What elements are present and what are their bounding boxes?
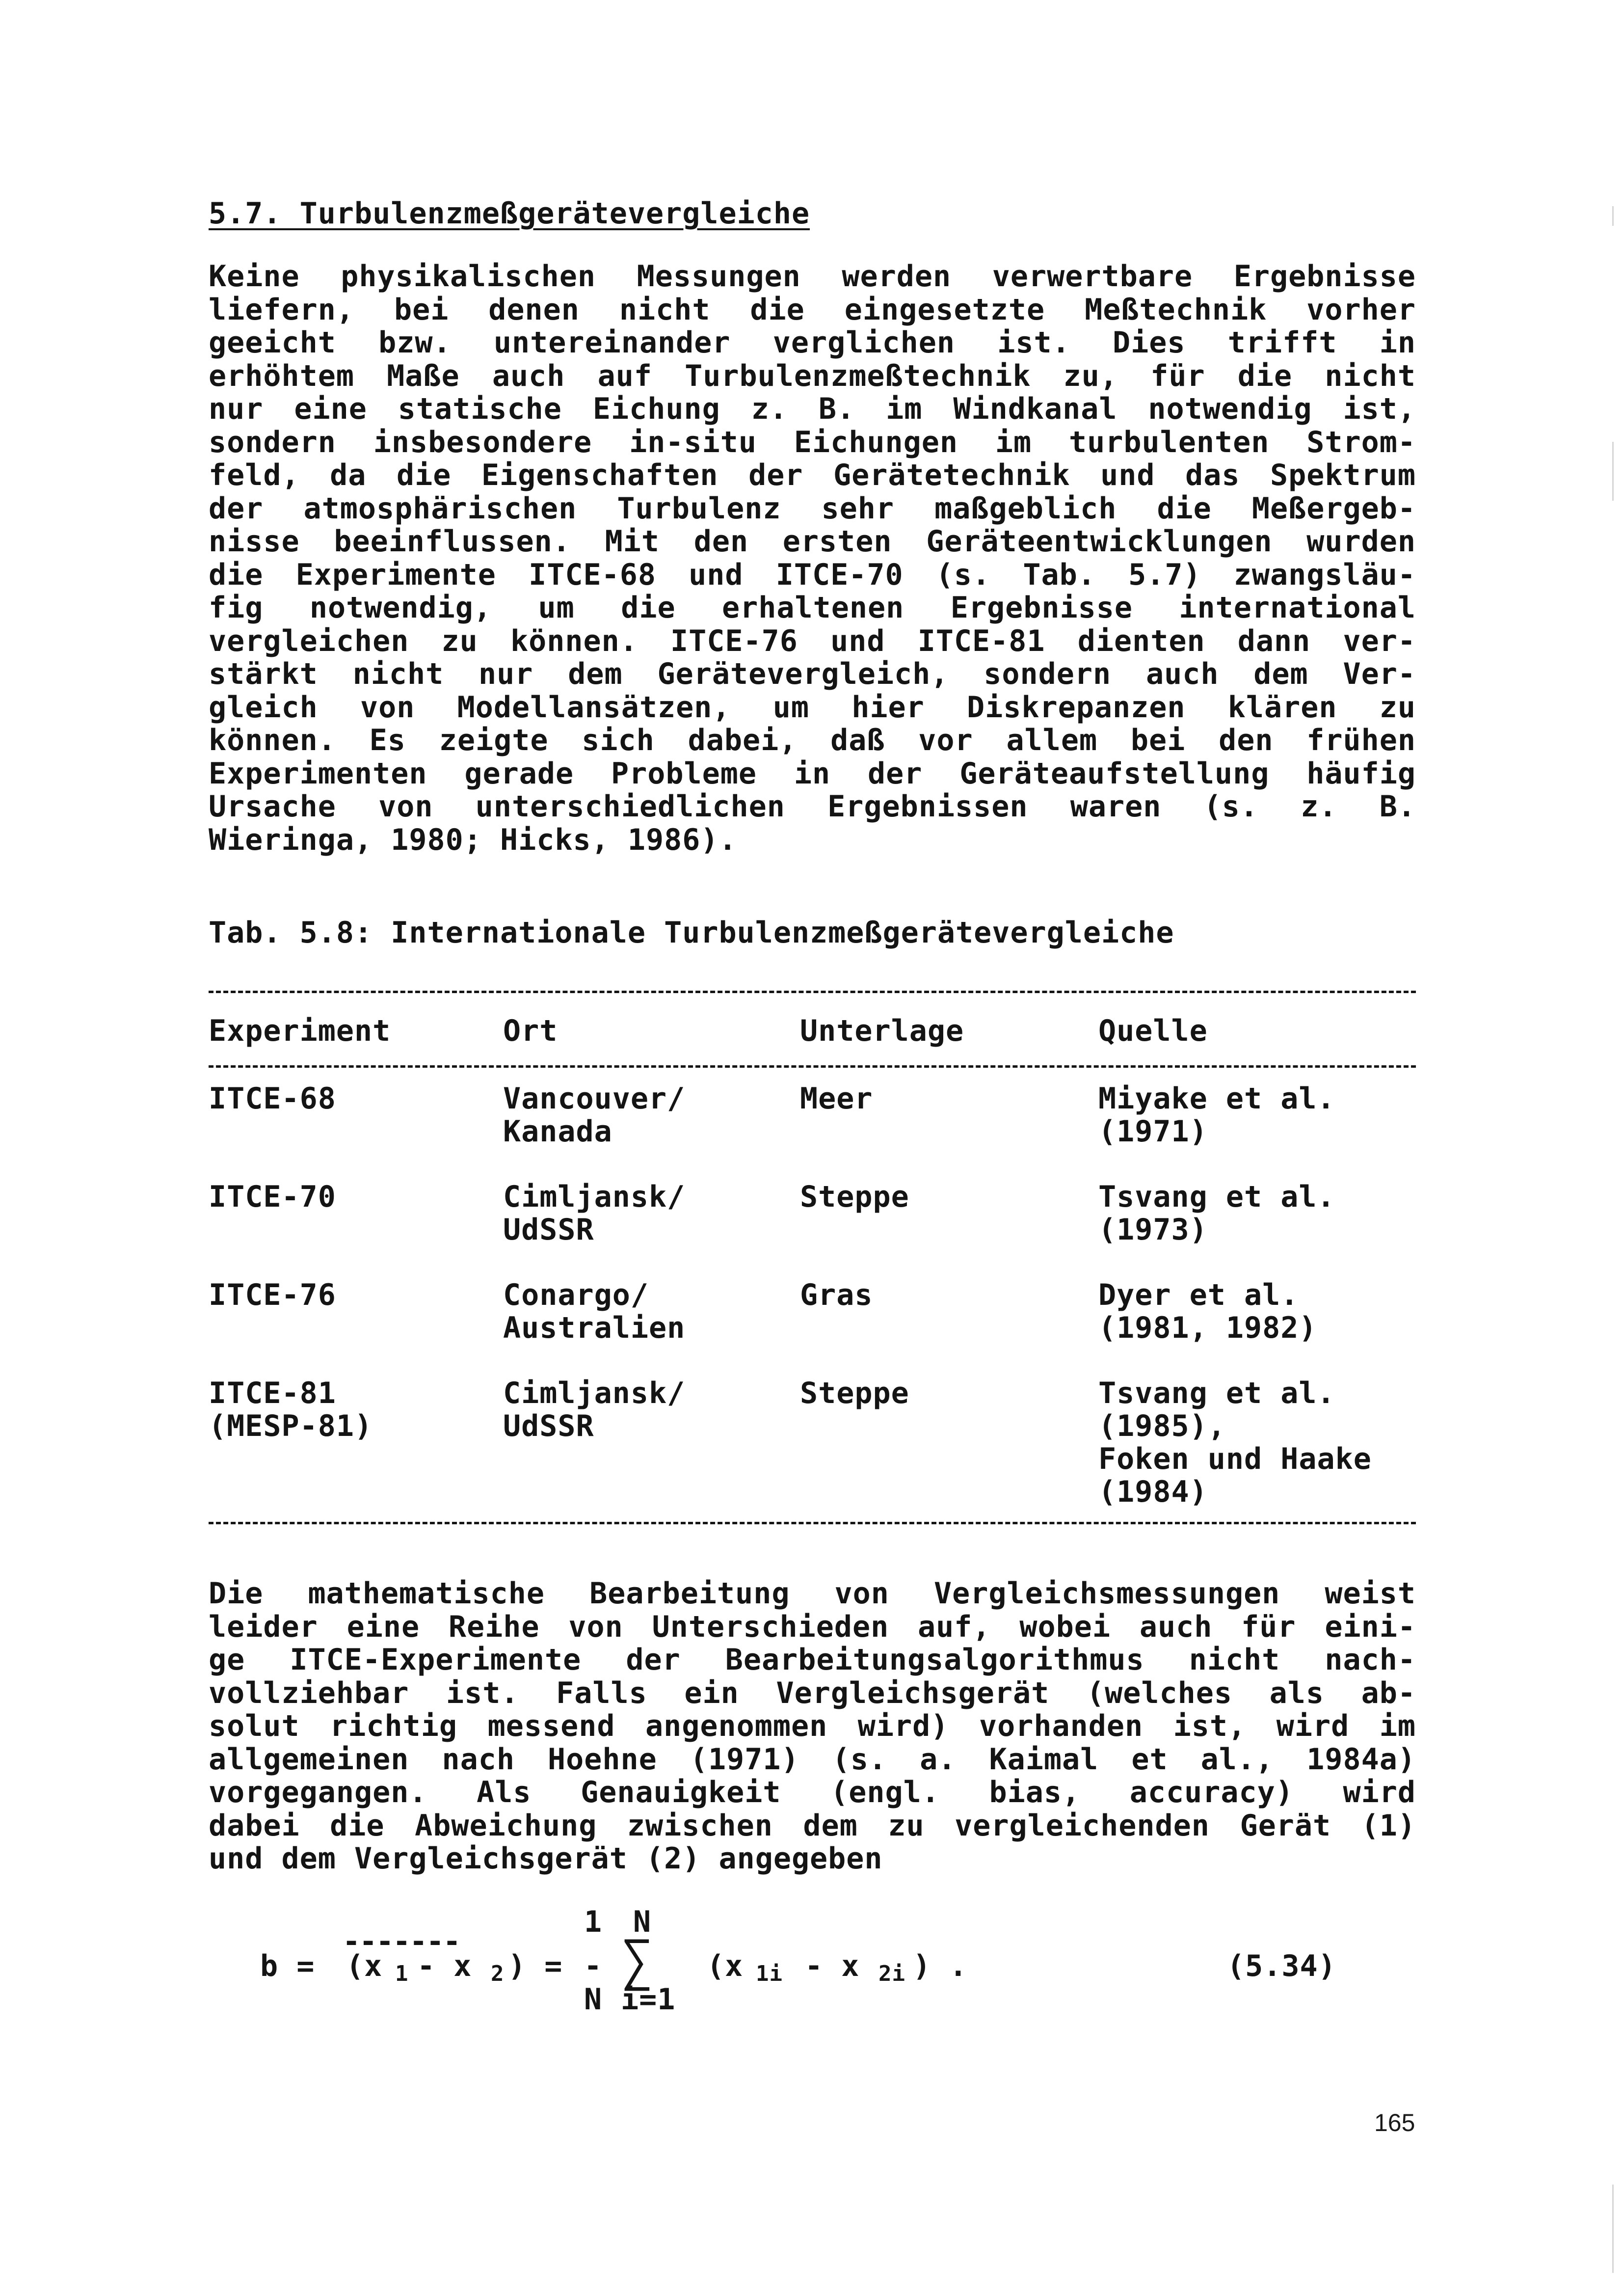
table-cell-experiment: ITCE-70 bbox=[209, 1180, 336, 1214]
table-cell-quelle: (1973) bbox=[1098, 1213, 1208, 1247]
scan-edge-mark bbox=[1612, 2185, 1614, 2273]
formula-term-sub2: 2i bbox=[878, 1961, 905, 1986]
paragraph-line: der atmosphärischen Turbulenz sehr maßgeblich die Meßergeb- bbox=[209, 491, 1416, 526]
formula-sum-upper: N bbox=[633, 1905, 652, 1939]
paragraph-line: erhöhtem Maße auch auf Turbulenzmeßtechnik zu, für die nicht bbox=[209, 358, 1416, 393]
paragraph-line: gleich von Modellansätzen, um hier Diskrepanzen klären zu bbox=[209, 690, 1416, 725]
formula-fraction-denominator: N bbox=[584, 1982, 603, 2017]
table-caption: Tab. 5.8: Internationale Turbulenzmeßgerätevergleiche bbox=[209, 916, 1174, 950]
table-cell-ort: Cimljansk/ bbox=[503, 1376, 686, 1410]
table-cell-ort: Australien bbox=[503, 1311, 686, 1345]
paragraph-line: allgemeinen nach Hoehne (1971) (s. a. Kaimal et al., 1984a) bbox=[209, 1742, 1416, 1777]
formula-term-minus: - x bbox=[805, 1949, 860, 1983]
paragraph-line: nisse beeinflussen. Mit den ersten Geräteentwicklungen wurden bbox=[209, 524, 1416, 559]
formula-sub1: 1 bbox=[395, 1961, 409, 1986]
formula-term-close: ) . bbox=[913, 1949, 968, 1983]
paragraph-line: feld, da die Eigenschaften der Gerätetechnik und das Spektrum bbox=[209, 458, 1416, 492]
page-number: 165 bbox=[1374, 2109, 1415, 2136]
table-header-quelle: Quelle bbox=[1098, 1014, 1208, 1048]
paragraph-line: Keine physikalischen Messungen werden verwertbare Ergebnisse bbox=[209, 259, 1416, 294]
paragraph-line: ge ITCE-Experimente der Bearbeitungsalgorithmus nicht nach- bbox=[209, 1643, 1416, 1677]
table-rule-top bbox=[209, 991, 1416, 993]
section-heading: 5.7. Turbulenzmeßgerätevergleiche bbox=[209, 196, 810, 231]
formula-sub2: 2 bbox=[491, 1961, 505, 1986]
table-cell-quelle: Foken und Haake bbox=[1098, 1442, 1372, 1476]
table-cell-unterlage: Steppe bbox=[800, 1376, 909, 1410]
formula-sum-lower: i=1 bbox=[621, 1982, 676, 2017]
equation-5-34 bbox=[260, 1905, 1409, 2018]
scan-edge-mark bbox=[1612, 442, 1614, 501]
paragraph-line: solut richtig messend angenommen wird) vorhanden ist, wird im bbox=[209, 1709, 1416, 1743]
table-cell-quelle: Tsvang et al. bbox=[1098, 1180, 1335, 1214]
paragraph-line: Die mathematische Bearbeitung von Vergleichsmessungen weist bbox=[209, 1576, 1416, 1611]
table-cell-ort: Cimljansk/ bbox=[503, 1180, 686, 1214]
formula-sum-symbol: ∑ bbox=[621, 1929, 654, 1992]
paragraph-intro bbox=[209, 260, 1416, 857]
paragraph-line: stärkt nicht nur dem Gerätevergleich, sondern auch dem Ver- bbox=[209, 657, 1416, 691]
paragraph-method bbox=[209, 1577, 1416, 1876]
paragraph-line: vollziehbar ist. Falls ein Vergleichsgerät (welches als ab- bbox=[209, 1675, 1416, 1710]
formula-minus: - x bbox=[417, 1949, 472, 1983]
table-rule-header bbox=[209, 1065, 1416, 1068]
table-rule-bottom bbox=[209, 1522, 1416, 1524]
paragraph-line: leider eine Reihe von Unterschieden auf, wobei auch für eini- bbox=[209, 1609, 1416, 1644]
paragraph-line: dabei die Abweichung zwischen dem zu vergleichenden Gerät (1) bbox=[209, 1808, 1416, 1843]
table-cell-quelle: (1985), bbox=[1098, 1409, 1226, 1443]
formula-lhs: b = bbox=[260, 1949, 315, 1983]
table-cell-experiment: ITCE-76 bbox=[209, 1278, 336, 1312]
formula-overline: ------- bbox=[343, 1924, 460, 1959]
paragraph-line: vorgegangen. Als Genauigkeit (engl. bias, accuracy) wird bbox=[209, 1775, 1416, 1810]
paragraph-line: nur eine statische Eichung z. B. im Windkanal notwendig ist, bbox=[209, 392, 1416, 426]
table-cell-quelle: (1984) bbox=[1098, 1475, 1208, 1509]
formula-fraction-bar: - bbox=[584, 1949, 603, 1983]
paragraph-line: können. Es zeigte sich dabei, daß vor allem bei den frühen bbox=[209, 723, 1416, 757]
formula-open: (x bbox=[346, 1949, 383, 1983]
paragraph-line: vergleichen zu können. ITCE-76 und ITCE-81 dienten dann ver- bbox=[209, 623, 1416, 658]
table-cell-ort: Kanada bbox=[503, 1114, 612, 1149]
table-cell-ort: Conargo/ bbox=[503, 1278, 649, 1312]
formula-term-open: (x bbox=[707, 1949, 744, 1983]
table-cell-experiment: ITCE-68 bbox=[209, 1081, 336, 1116]
paragraph-line: fig notwendig, um die erhaltenen Ergebnisse international bbox=[209, 591, 1416, 625]
table-cell-quelle: Miyake et al. bbox=[1098, 1081, 1335, 1116]
table-cell-ort: Vancouver/ bbox=[503, 1081, 686, 1116]
formula-fraction-numerator: 1 bbox=[584, 1905, 603, 1939]
equation-number: (5.34) bbox=[1227, 1949, 1336, 1983]
formula-term-sub1: 1i bbox=[756, 1961, 783, 1986]
paragraph-line: sondern insbesondere in-situ Eichungen im turbulenten Strom- bbox=[209, 425, 1416, 459]
table-cell-quelle: Tsvang et al. bbox=[1098, 1376, 1335, 1410]
table-cell-unterlage: Gras bbox=[800, 1278, 873, 1312]
paragraph-line: die Experimente ITCE-68 und ITCE-70 (s. Tab. 5.7) zwangsläu- bbox=[209, 557, 1416, 592]
table-cell-quelle: (1971) bbox=[1098, 1114, 1208, 1149]
paragraph-line: Experimenten gerade Probleme in der Geräteaufstellung häufig bbox=[209, 756, 1416, 791]
paragraph-line: Ursache von unterschiedlichen Ergebnissen waren (s. z. B. bbox=[209, 789, 1416, 824]
table-cell-ort: UdSSR bbox=[503, 1213, 594, 1247]
table-header-unterlage: Unterlage bbox=[800, 1014, 964, 1048]
table-header-ort: Ort bbox=[503, 1014, 558, 1048]
table-cell-experiment: ITCE-81 bbox=[209, 1376, 336, 1410]
paragraph-line: geeicht bzw. untereinander verglichen ist. Dies trifft in bbox=[209, 325, 1416, 360]
formula-close: ) = bbox=[508, 1949, 563, 1983]
paragraph-line: und dem Vergleichsgerät (2) angegeben bbox=[209, 1841, 883, 1876]
table-cell-unterlage: Steppe bbox=[800, 1180, 909, 1214]
table-cell-experiment: (MESP-81) bbox=[209, 1409, 373, 1443]
table-cell-unterlage: Meer bbox=[800, 1081, 873, 1116]
paragraph-line: Wieringa, 1980; Hicks, 1986). bbox=[209, 822, 737, 857]
table-cell-quelle: Dyer et al. bbox=[1098, 1278, 1299, 1312]
table-cell-quelle: (1981, 1982) bbox=[1098, 1311, 1317, 1345]
scan-edge-mark bbox=[1612, 206, 1614, 226]
table-cell-ort: UdSSR bbox=[503, 1409, 594, 1443]
table-header-experiment: Experiment bbox=[209, 1014, 391, 1048]
paragraph-line: liefern, bei denen nicht die eingesetzte Meßtechnik vorher bbox=[209, 292, 1416, 327]
